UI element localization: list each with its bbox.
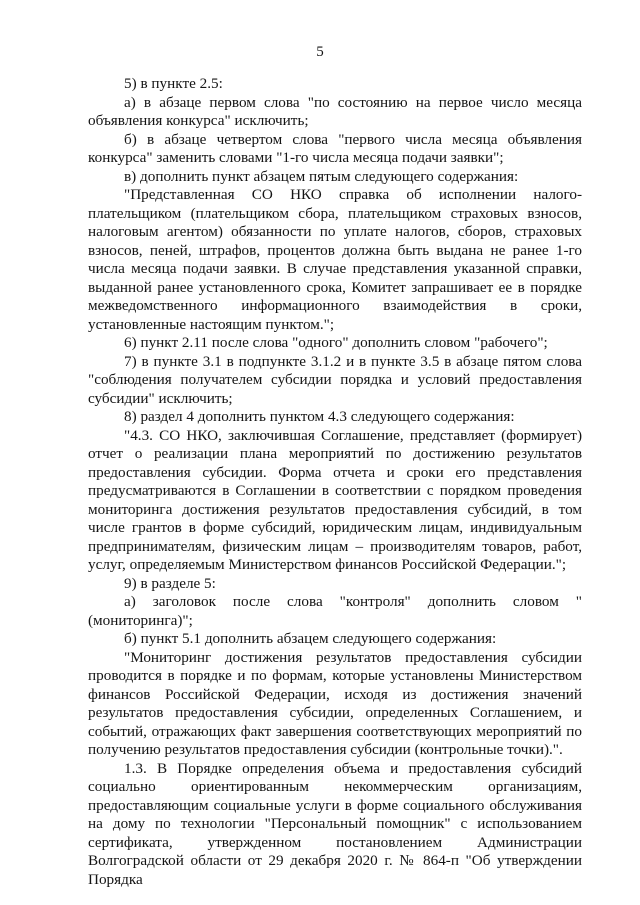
paragraph: 6) пункт 2.11 после слова "одного" дополнить словом "рабочего"; [124,334,548,351]
paragraph: 1.3. В Порядке определения объема и предоставления субсидий социально ориентированным некоммерческим организациям, предоставляющим социальные услуги в форме социального обслуживания на дому по технологии "Персональный помощник" с использованием сертификата, утвержденном постановлением Администрации Волгоградской области от 29 декабря 2020 г. № 864-п "Об утверждении Порядка [88,759,582,888]
paragraph: 9) в разделе 5: [124,574,216,592]
paragraph: "4.3. СО НКО, заключившая Соглашение, представляет (формирует) отчет о реализации плана мероприятий по достижению результатов предоставления субсидии. Форма отчета и сроки его представления предусматриваются в Соглашении в соответствии с порядком проведения мониторинга достижения результатов предоставления субсидий, в том числе грантов в форме субсидий, юридическим лицам, индивидуальным предпринимателям, физическим лицам – производителям товаров, работ, услуг, определяемым Министерством финансов Российской Федерации."; [88,426,582,573]
paragraph: б) в абзаце четвертом слова "первого числа месяца объявления конкурса" заменить словами "1-го числа месяца подачи заявки"; [88,130,582,166]
paragraph: 8) раздел 4 дополнить пунктом 4.3 следующего содержания: [124,408,515,425]
paragraph: "Мониторинг достижения результатов предоставления субсидии проводится в порядке и по формам, которые установлены Министерством финансов Российской Федерации, исходя из достижения значений результатов предоставления субсидии, определенных Соглашением, и событий, отражающих факт завершения соответствующих мероприятий по получению результатов предоставления субсидии (контрольные точки).". [88,648,582,758]
paragraph: 7) в пункте 3.1 в подпункте 3.1.2 и в пункте 3.5 в абзаце пятом слова "соблюдения получателем субсидии порядка и условий предоставления субсидии" исключить; [88,352,582,407]
paragraph: в) дополнить пункт абзацем пятым следующего содержания: [124,167,519,185]
page-number: 5 [316,44,324,60]
paragraph: "Представленная СО НКО справка об исполнении налого-плательщиком (плательщиком сбора, плательщиком страховых взносов, налоговым агентом) обязанности по уплате налогов, сборов, страховых взносов, пеней, штрафов, процентов должна быть выдана не ранее 1-го числа месяца подачи заявки. В случае представления указанной справки, выданной ранее установленного срока, Комитет запрашивает ее в порядке межведомственного информационного взаимодействия в сроки, установленные настоящим пунктом."; [88,186,582,333]
document-body [88,75,582,889]
paragraph: б) пункт 5.1 дополнить абзацем следующего содержания: [124,630,497,647]
paragraph: а) в абзаце первом слова "по состоянию на первое число месяца объявления конкурса" исключить; [88,93,582,129]
paragraph: 5) в пункте 2.5: [124,75,223,92]
paragraph: а) заголовок после слова "контроля" дополнить словом "(мониторинга)"; [88,593,582,629]
